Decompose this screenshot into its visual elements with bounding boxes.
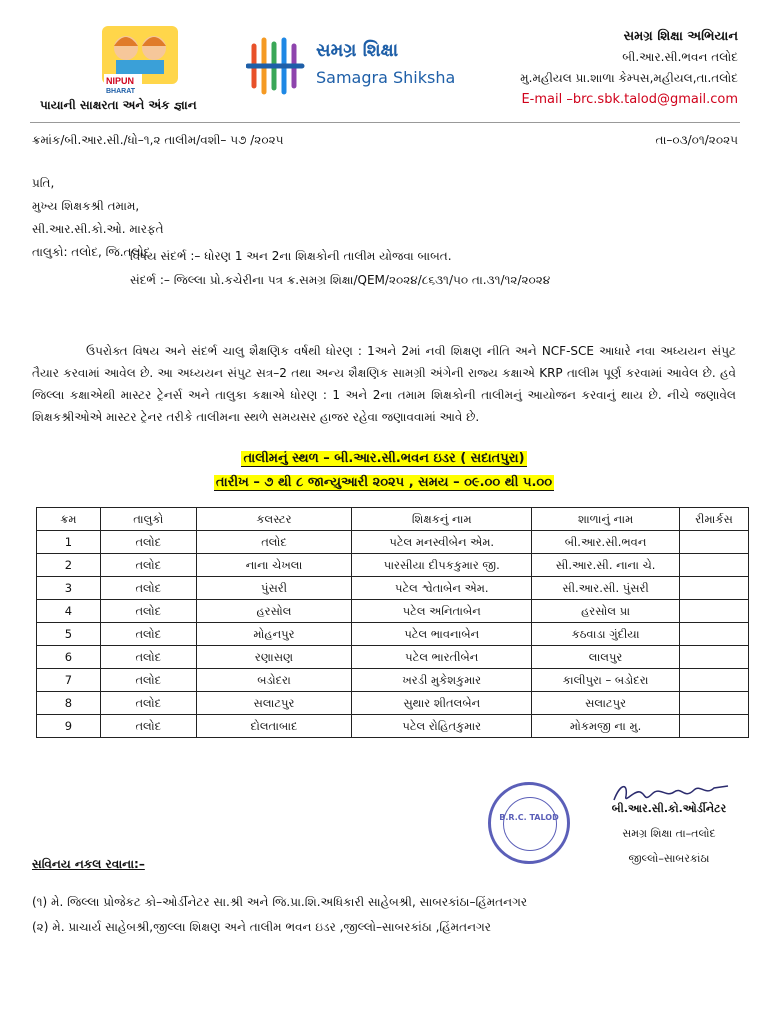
- cell-taluka: તલોદ: [100, 669, 196, 692]
- tagline: પાયાની સાક્ષરતા અને અંક જ્ઞાન: [40, 98, 197, 112]
- col-header-teacher: શિક્ષકનું નામ: [352, 508, 532, 531]
- stamp-inner-ring: [503, 797, 557, 851]
- subject-line: વિષય સંદર્ભ :– ધોરણ 1 અન 2ના શિક્ષકોની તાલીમ યોજવા બાબત.: [130, 249, 452, 263]
- body-paragraph: [32, 340, 736, 428]
- cell-cluster: દોલતાબાદ: [196, 715, 352, 738]
- cell-taluka: તલોદ: [100, 531, 196, 554]
- col-header-taluka: તાલુકો: [100, 508, 196, 531]
- training-datetime: [0, 475, 768, 490]
- cell-serial: 7: [37, 669, 101, 692]
- cell-remarks: [680, 715, 749, 738]
- cell-school: કઠવાડા ગુંદીયા: [532, 623, 680, 646]
- address-line: મુખ્ય શિક્ષકશ્રી તમામ,: [32, 199, 140, 213]
- training-venue: [0, 451, 768, 466]
- table-header-row: [37, 508, 749, 531]
- cell-remarks: [680, 623, 749, 646]
- header-divider: [30, 122, 740, 123]
- cell-serial: 9: [37, 715, 101, 738]
- copy-item: (૧) મે. જિલ્લા પ્રોજેકટ કો–ઓર્ડીનેટર સા.શ્રી અને જિ.પ્રા.શિ.અધિકારી સાહેબશ્રી, સાબરકાંઠા–હિંમતનગર: [32, 895, 528, 909]
- reference-number: ક્રમાંક/બી.આર.સી./ધો–૧,૨ તાલીમ/વશી– ૫૭ /૨૦૨૫: [32, 133, 284, 147]
- signatory-block: [594, 796, 744, 871]
- copy-to-list: [32, 890, 527, 940]
- office-stamp: [488, 782, 570, 864]
- cell-school: સી.આર.સી. પુંસરી: [532, 577, 680, 600]
- col-header-school: શાળાનું નામ: [532, 508, 680, 531]
- cell-taluka: તલોદ: [100, 715, 196, 738]
- col-header-cluster: કલસ્ટર: [196, 508, 352, 531]
- cell-taluka: તલોદ: [100, 554, 196, 577]
- letter-date: તા–૦૩/૦૧/૨૦૨૫: [655, 133, 738, 147]
- cell-cluster: મોહનપુર: [196, 623, 352, 646]
- cell-serial: 4: [37, 600, 101, 623]
- reference-line: [32, 133, 738, 148]
- cell-cluster: હરસોલ: [196, 600, 352, 623]
- table-row: [37, 715, 749, 738]
- col-header-serial: ક્રમ: [37, 508, 101, 531]
- cell-serial: 6: [37, 646, 101, 669]
- cell-taluka: તલોદ: [100, 692, 196, 715]
- cell-school: મોકમજી ના મુ.: [532, 715, 680, 738]
- cell-cluster: તલોદ: [196, 531, 352, 554]
- table-row: [37, 577, 749, 600]
- table-row: [37, 669, 749, 692]
- org-name: સમગ્ર શિક્ષા અભિયાન: [623, 29, 738, 44]
- brand-name-gujarati: સમગ્ર શિક્ષા: [316, 40, 399, 61]
- cell-remarks: [680, 692, 749, 715]
- cell-teacher: પટેલ શ્વેતાબેન એમ.: [352, 577, 532, 600]
- svg-text:BHARAT: BHARAT: [106, 88, 136, 95]
- cell-cluster: સલાટપુર: [196, 692, 352, 715]
- cell-school: લાલપુર: [532, 646, 680, 669]
- cell-school: હરસોલ પ્રા: [532, 600, 680, 623]
- table-row: [37, 554, 749, 577]
- cell-school: સી.આર.સી. નાના ચે.: [532, 554, 680, 577]
- cell-cluster: પુંસરી: [196, 577, 352, 600]
- cell-serial: 5: [37, 623, 101, 646]
- copy-item: (૨) મે. પ્રાચાર્ય સાહેબશ્રી,જીલ્લા શિક્ષણ અને તાલીમ ભવન ઇડર ,જીલ્લો–સાબરકાંઠા ,હિંમતનગર: [32, 920, 491, 934]
- address-line: તાલુકો: તલોદ, જિ.તલોદ: [32, 245, 151, 259]
- cell-remarks: [680, 669, 749, 692]
- cell-serial: 8: [37, 692, 101, 715]
- table-row: [37, 646, 749, 669]
- email-link[interactable]: E-mail –brc.sbk.talod@gmail.com: [521, 92, 738, 107]
- address-line: પ્રતિ,: [32, 176, 55, 190]
- svg-text:NIPUN: NIPUN: [106, 76, 135, 86]
- master-trainer-table: [36, 507, 749, 738]
- table-row: [37, 600, 749, 623]
- col-header-remarks: રીમાર્કસ: [680, 508, 749, 531]
- table-row: [37, 531, 749, 554]
- datetime-text: તારીખ – ૭ થી ૮ જાન્યુઆરી ૨૦૨૫ , સમય – ૦૯.૦૦ થી ૫.૦૦: [215, 475, 553, 490]
- cell-cluster: રણાસણ: [196, 646, 352, 669]
- cell-taluka: તલોદ: [100, 600, 196, 623]
- cell-serial: 3: [37, 577, 101, 600]
- brand-name-english: Samagra Shiksha: [316, 68, 456, 87]
- cell-remarks: [680, 600, 749, 623]
- cell-teacher: પટેલ અનિતાબેન: [352, 600, 532, 623]
- address-line: સી.આર.સી.કો.ઓ. મારફતે: [32, 222, 164, 236]
- samagra-shiksha-logo: [246, 36, 496, 96]
- cell-remarks: [680, 646, 749, 669]
- cell-teacher: ખરડી મુકેશકુમાર: [352, 669, 532, 692]
- cell-teacher: પટેલ મનસ્વીબેન એમ.: [352, 531, 532, 554]
- office-address: મુ.મહીયલ પ્રા.શાળા કેમ્પસ,મહીયલ,તા.તલોદ: [520, 71, 738, 85]
- cell-teacher: પટેલ ભાવનાબેન: [352, 623, 532, 646]
- cell-teacher: પટેલ ભારતીબેન: [352, 646, 532, 669]
- body-text: ઉપરોક્ત વિષય અને સંદર્ભ ચાલુ શૈક્ષણિક વર્ષથી ધોરણ : 1અને 2માં નવી શિક્ષણ નીતિ અને NCF-SCE આધારે નવા અધ્યયન સંપુટ તૈયાર કરવામાં આવેલ છે. આ અધ્યયન સંપુટ સત્ર–2 તથા અન્ય શૈક્ષણિક સામગ્રી અંગેની રાજ્ય કક્ષાએ KRP તાલીમ પૂર્ણ કરવામાં આવેલ છે. હવે જિલ્લા કક્ષાએથી માસ્ટર ટ્રેનર્સ અને તાલુકા કક્ષાએ ધોરણ : 1 અને 2ના તમામ શિક્ષકોની તાલીમનું આયોજન કરવાનું થાય છે. નીચે જણાવેલ શિક્ષકશ્રીઓએ માસ્ટર ટ્રેનર તરીકે તાલીમના સ્થળે સમયસર હાજર રહેવા જણાવવામાં આવે છે.: [32, 344, 736, 424]
- cell-remarks: [680, 577, 749, 600]
- cell-taluka: તલોદ: [100, 646, 196, 669]
- cell-serial: 1: [37, 531, 101, 554]
- cell-cluster: નાના ચેખલા: [196, 554, 352, 577]
- nipun-bharat-logo: [96, 24, 184, 96]
- signatory-district: જીલ્લો–સાબરકાંઠા: [628, 852, 710, 865]
- cell-cluster: બડોદરા: [196, 669, 352, 692]
- signatory-title: બી.આર.સી.કો.ઓર્ડીનેટર: [611, 802, 727, 815]
- venue-text: તાલીમનું સ્થળ – બી.આર.સી.ભવન ઇડર ( સદાતપુરા): [243, 451, 525, 466]
- cell-teacher: સુથાર શીતલબેન: [352, 692, 532, 715]
- cell-teacher: પારસીયા દીપકકુમાર જી.: [352, 554, 532, 577]
- signatory-org: સમગ્ર શિક્ષા તા–તલોદ: [622, 827, 716, 840]
- table-row: [37, 692, 749, 715]
- cell-taluka: તલોદ: [100, 577, 196, 600]
- cell-taluka: તલોદ: [100, 623, 196, 646]
- cell-serial: 2: [37, 554, 101, 577]
- reference-line-2: સંદર્ભ :– જિલ્લા પ્રો.કચેરીના પત્ર ક્ર.સમગ્ર શિક્ષા/QEM/૨૦૨૪/૮૬૩૧/૫૦ તા.૩૧/૧૨/૨૦૨૪: [130, 273, 551, 287]
- copy-to-heading: સવિનય નકલ રવાના:–: [32, 857, 145, 871]
- office-header: [520, 26, 738, 110]
- cell-remarks: [680, 531, 749, 554]
- cell-school: બી.આર.સી.ભવન: [532, 531, 680, 554]
- office-name: બી.આર.સી.ભવન તલોદ: [622, 50, 738, 64]
- cell-school: કાલીપુરા – બડોદરા: [532, 669, 680, 692]
- cell-remarks: [680, 554, 749, 577]
- table-body: [37, 531, 749, 738]
- table-row: [37, 623, 749, 646]
- cell-teacher: પટેલ રોહિતકુમાર: [352, 715, 532, 738]
- subject-block: [130, 244, 550, 292]
- cell-school: સલાટપુર: [532, 692, 680, 715]
- stamp-text: B.R.C. TALOD: [499, 813, 559, 822]
